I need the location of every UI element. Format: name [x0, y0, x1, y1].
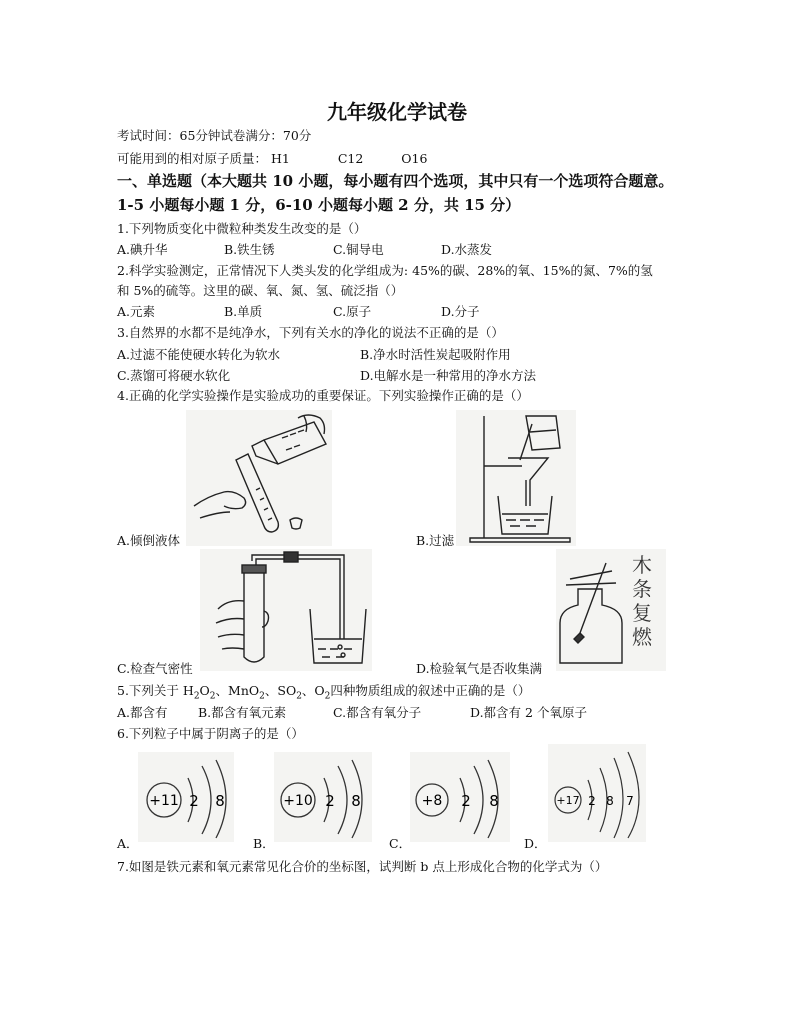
q4-option-b: B.过滤 [416, 533, 455, 548]
q6-option-a: A． [117, 836, 139, 851]
section1-heading-line2: 1-5 小题每小题 1 分，6-10 小题每小题 2 分，共 15 分） [117, 196, 521, 214]
atom-a-nucleus: +11 [149, 793, 179, 809]
atomic-mass-line [117, 149, 427, 167]
atom-d-nucleus: +17 [556, 794, 580, 807]
pouring-liquid-illustration [186, 410, 332, 546]
q1-option-b: B.铁生锈 [224, 242, 275, 257]
airtightness-illustration [200, 549, 372, 671]
atom-b-shell-1: 2 [325, 792, 335, 810]
q5-option-c: C.都含有氧分子 [333, 705, 422, 720]
q4-option-d: D.检验氧气是否收集满 [416, 661, 543, 676]
q1-option-a: A.碘升华 [117, 242, 168, 257]
q2-stem-line2: 和 5%的硫等。这里的碳、氧、氮、氢、硫泛指（） [117, 283, 404, 298]
atom-d-shell-2: 8 [606, 794, 614, 808]
atom-c-shell-1: 2 [461, 792, 471, 810]
atom-a-shell-1: 2 [189, 792, 199, 810]
atom-diagram-d [548, 744, 646, 842]
q6-option-b: B． [253, 836, 275, 851]
figure-pouring-liquid [186, 410, 332, 546]
q5-option-d: D.都含有 2 个氧原子 [470, 705, 587, 720]
sign-char-4: 燃 [632, 625, 652, 649]
atom-b-shell-2: 8 [351, 792, 361, 810]
q6-option-d: D． [524, 836, 547, 851]
atom-b-nucleus: +10 [283, 793, 313, 809]
q3-option-d: D.电解水是一种常用的净水方法 [360, 368, 537, 383]
q2-stem-line1: 2.科学实验测定，正常情况下人类头发的化学组成为: 45%的碳、28%的氧、15%的氮、7%的氢 [117, 263, 653, 278]
sign-text [632, 553, 652, 649]
q6-option-c: C． [389, 836, 412, 851]
q1-stem: 1.下列物质变化中微粒种类发生改变的是（） [117, 221, 367, 236]
figure-oxygen-check [556, 549, 666, 671]
exam-info: 考试时间：65分钟试卷满分：70分 [117, 128, 312, 143]
page-title: 九年级化学试卷 [327, 100, 467, 124]
atomic-mass-label: 可能用到的相对原子质量： [117, 151, 268, 166]
q7-stem: 7.如图是铁元素和氧元素常见化合价的坐标图，试判断 b 点上形成化合物的化学式为（） [117, 859, 608, 874]
q5-option-b: B.都含有氧元素 [198, 705, 287, 720]
atom-diagram-b [274, 752, 372, 842]
figure-airtightness [200, 549, 372, 671]
atomic-mass-h: H1 [271, 151, 290, 166]
q5-stem: 5.下列关于 $H_2O_2$、MnO$_2$、$SO_2$、$O_2$四种物质组成的叙述中正确的是（） [117, 683, 531, 702]
q5-option-a: A.都含有 [117, 705, 168, 720]
q3-option-c: C.蒸馏可将硬水软化 [117, 368, 231, 383]
q6-stem: 6.下列粒子中属于阴离子的是（） [117, 726, 304, 741]
sign-char-3: 复 [632, 601, 652, 625]
q2-option-b: B.单质 [224, 304, 263, 319]
sign-char-2: 条 [632, 577, 652, 601]
filtration-illustration [456, 410, 576, 546]
atom-a-shell-2: 8 [215, 792, 225, 810]
atom-c-nucleus: +8 [421, 793, 443, 809]
q3-option-a: A.过滤不能使硬水转化为软水 [117, 347, 281, 362]
q3-option-b: B.净水时活性炭起吸附作用 [360, 347, 511, 362]
atom-c-shell-2: 8 [489, 792, 499, 810]
atom-diagram-c [410, 752, 510, 842]
figure-filtration [456, 410, 576, 546]
q2-option-d: D.分子 [441, 304, 480, 319]
q1-option-d: D.水蒸发 [441, 242, 493, 257]
q4-option-a: A.倾倒液体 [117, 533, 181, 548]
atomic-mass-c: C12 [337, 151, 364, 166]
q4-option-c: C.检查气密性 [117, 661, 193, 676]
q4-stem: 4.正确的化学实验操作是实验成功的重要保证。下列实验操作正确的是（） [117, 388, 529, 403]
q2-option-a: A.元素 [117, 304, 156, 319]
atomic-mass-o: O16 [401, 151, 428, 166]
q1-option-c: C.铜导电 [333, 242, 384, 257]
q2-option-c: C.原子 [333, 304, 372, 319]
atom-d-shell-3: 7 [626, 794, 634, 808]
section1-heading-line1: 一、单选题（本大题共 10 小题，每小题有四个选项，其中只有一个选项符合题意。 [117, 172, 674, 190]
atom-diagram-a [138, 752, 234, 842]
sign-char-1: 木 [632, 553, 652, 577]
atom-d-shell-1: 2 [588, 794, 596, 808]
q3-stem: 3.自然界的水都不是纯净水，下列有关水的净化的说法不正确的是（） [117, 325, 504, 340]
